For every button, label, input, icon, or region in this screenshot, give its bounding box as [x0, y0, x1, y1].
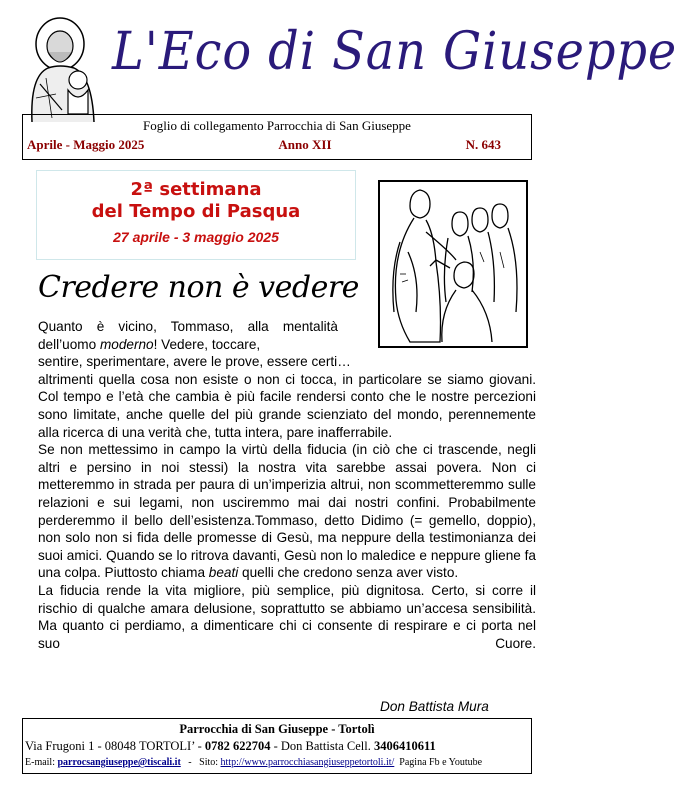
week-title-line2: del Tempo di Pasqua	[91, 201, 301, 222]
site-label: - Sito:	[180, 757, 221, 768]
info-box	[22, 114, 532, 160]
parish-web-contacts	[23, 757, 531, 768]
article-paragraph-1: altrimenti quella cosa non esiste o non ci tocca, in particolare se siamo giovani. Col tempo e l’età che cambia è più facile rendersi conto che le nostre percezioni sono limitate, anche quelle del più grande scienziato del mondo, perennemente alla ricerca di una verità che, tutta intera, pare inafferrabile.	[38, 371, 536, 440]
intro-emphasis: moderno	[99, 336, 154, 352]
para2-text-1: Se non mettessimo in campo la virtù della fiducia (in ciò che ci trascende, negli altri e persino in noi stessi) la nostra vita sarebbe assai povera. Non ci metteremmo in strada per paura di un’imperizia altrui, non scommetteremmo sulle relazioni e sui legami, non usciremmo mai dai nostri confini. Probabilmente perderemmo il bello dell’esistenza.Tommaso, detto Didimo (= gemello, doppio), non solo non si fida delle promesse di Gesù, ma neppure della testimonianza dei suoi amici. Quando se lo ritrova davanti, Gesù non lo maledice e neppure gliene fa una colpa. Piuttosto chiama	[38, 442, 536, 581]
parish-phone: 0782 622704	[204, 739, 271, 753]
article-paragraph-3: La fiducia rende la vita migliore, più semplice, più dignitosa. Certo, si corre il rischio di qualche amara delusione, soprattutto se abbiamo un’accesa sensibilità. Ma quanto ci perdiamo, a dimenticare chi ci consente di respirare e ci porta nel suo Cuore.	[38, 582, 536, 651]
email-label: E-mail:	[25, 757, 58, 768]
social-pages-text: Pagina Fb e Youtube	[394, 757, 483, 768]
liturgical-week-box	[36, 170, 356, 260]
website-link[interactable]: http://www.parrocchiasangiuseppetortoli.it/	[220, 757, 395, 768]
newsletter-subtitle: Foglio di collegamento Parrocchia di San Giuseppe	[143, 118, 411, 133]
article-body	[38, 318, 536, 652]
intro-text-2: ! Vedere, toccare,	[153, 336, 261, 352]
intro-text-1: Quanto è vicino, Tommaso, alla mentalità dell’uomo	[38, 319, 338, 352]
para2-emphasis: beati	[208, 565, 239, 581]
article-intro-2: sentire, sperimentare, avere le prove, essere certi…	[38, 354, 351, 370]
footer-box	[22, 718, 532, 774]
saint-joseph-logo	[22, 14, 102, 122]
parish-contacts	[23, 739, 531, 754]
para2-text-2: quelli che credono senza aver visto.	[238, 565, 459, 581]
issue-info-row	[27, 137, 501, 153]
email-link[interactable]: parrocsangiuseppe@tiscali.it	[57, 757, 181, 768]
priest-label: - Don Battista Cell.	[270, 739, 374, 753]
week-dates: 27 aprile - 3 maggio 2025	[113, 229, 279, 245]
priest-cell: 3406410611	[373, 739, 436, 753]
issue-period: Aprile - Maggio 2025	[27, 137, 145, 152]
article-intro	[38, 318, 338, 353]
article-signature: Don Battista Mura	[380, 699, 489, 714]
article-paragraph-2	[38, 441, 536, 582]
newsletter-title: L'Eco di San Giuseppe	[112, 22, 677, 82]
parish-name: Parrocchia di San Giuseppe - Tortolì	[179, 722, 375, 736]
article-headline: Credere non è vedere	[38, 270, 359, 305]
issue-year: Anno XII	[278, 137, 332, 152]
parish-address: Via Frugoni 1 - 08048 TORTOLI’ -	[25, 739, 205, 753]
issue-number: N. 643	[465, 137, 501, 152]
week-title-line1: 2ª settimana	[130, 179, 262, 200]
